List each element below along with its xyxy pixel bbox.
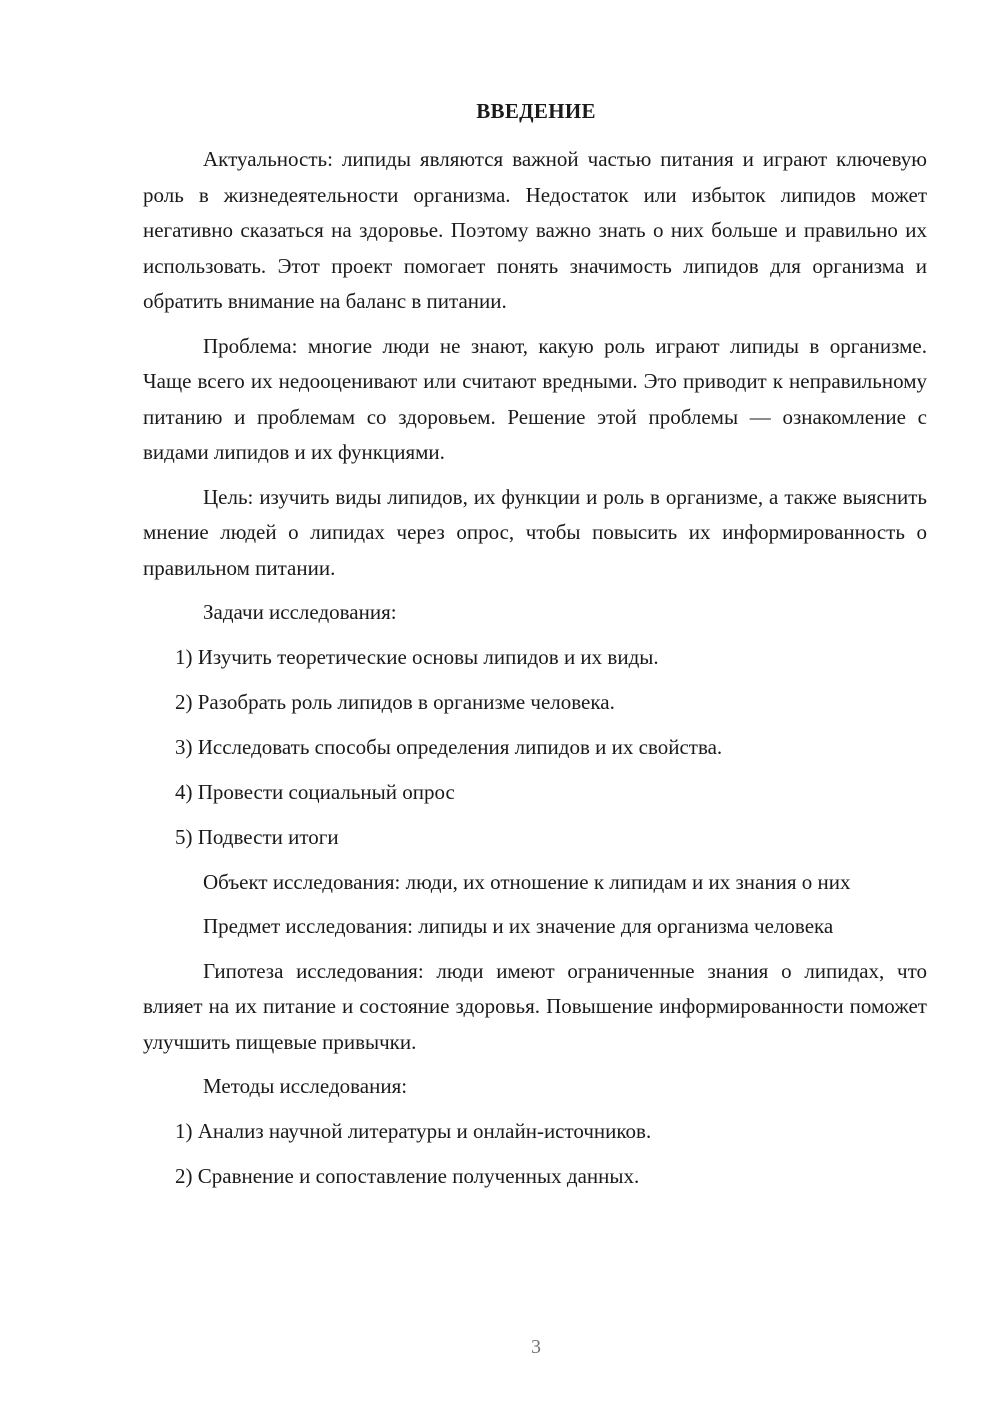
object-paragraph: Объект исследования: люди, их отношение к липидам и их знания о них bbox=[203, 869, 851, 894]
list-item: 2) Разобрать роль липидов в организме человека. bbox=[175, 689, 615, 714]
list-item: 5) Подвести итоги bbox=[175, 824, 339, 849]
methods-list bbox=[143, 1114, 927, 1195]
page-title: ВВЕДЕНИЕ bbox=[476, 99, 596, 123]
relevance-paragraph: Актуальность: липиды являются важной частью питания и играют ключевую роль в жизнедеятельности организма. Недостаток или избыток липидов может негативно сказаться на здоровье. Поэтому важно знать о них больше и правильно их использовать. Этот проект помогает понять значимость липидов для организма и обратить внимание на баланс в питании. bbox=[143, 147, 927, 313]
list-item: 2) Сравнение и сопоставление полученных данных. bbox=[175, 1163, 640, 1188]
list-item: 1) Анализ научной литературы и онлайн-источников. bbox=[175, 1118, 652, 1143]
page-number: 3 bbox=[531, 1336, 541, 1358]
tasks-list bbox=[143, 640, 927, 856]
hypothesis-paragraph: Гипотеза исследования: люди имеют ограниченные знания о липидах, что влияет на их питание и состояние здоровья. Повышение информированности поможет улучшить пищевые привычки. bbox=[143, 958, 927, 1054]
list-item: 1) Изучить теоретические основы липидов и их виды. bbox=[175, 644, 659, 669]
tasks-heading: Задачи исследования: bbox=[203, 600, 397, 624]
list-item: 4) Провести социальный опрос bbox=[175, 779, 455, 804]
document-body bbox=[143, 142, 927, 1204]
goal-paragraph: Цель: изучить виды липидов, их функции и роль в организме, а также выяснить мнение людей о липидах через опрос, чтобы повысить их информированность о правильном питании. bbox=[143, 484, 927, 580]
methods-heading: Методы исследования: bbox=[203, 1074, 408, 1098]
subject-paragraph: Предмет исследования: липиды и их значение для организма человека bbox=[203, 914, 834, 938]
list-item: 3) Исследовать способы определения липидов и их свойства. bbox=[175, 734, 723, 759]
problem-paragraph: Проблема: многие люди не знают, какую роль играют липиды в организме. Чаще всего их недооценивают или считают вредными. Это приводит к неправильному питанию и проблемам со здоровьем. Решение этой проблемы — ознакомление с видами липидов и их функциями. bbox=[143, 333, 927, 464]
